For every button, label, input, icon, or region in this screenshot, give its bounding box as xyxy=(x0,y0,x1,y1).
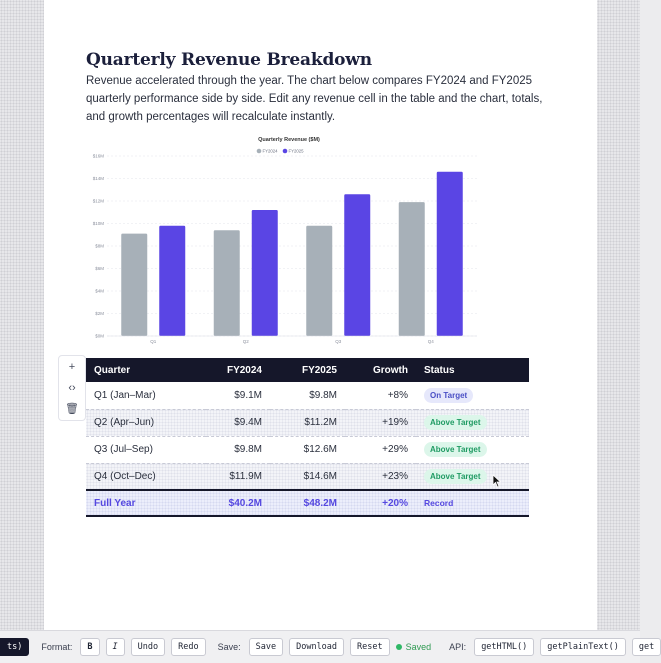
growth-cell: +19% xyxy=(382,417,408,428)
fy2025-cell[interactable]: $11.2M xyxy=(304,417,337,428)
saved-status-text: Saved xyxy=(405,642,432,652)
redo-button[interactable]: Redo xyxy=(171,638,205,656)
document-heading[interactable]: Quarterly Revenue Breakdown xyxy=(86,50,372,70)
x-tick-label: Q3 xyxy=(335,339,342,344)
y-tick-label: $0M xyxy=(95,333,104,339)
total-fy2024: $40.2M xyxy=(228,497,262,509)
fy2025-cell[interactable]: $12.6M xyxy=(303,444,337,455)
table-row xyxy=(86,436,529,463)
status-badge: Above Target xyxy=(424,442,487,457)
undo-button[interactable]: Undo xyxy=(131,638,165,656)
growth-cell: +23% xyxy=(382,470,408,482)
table-row xyxy=(86,382,529,409)
table-total-row xyxy=(86,490,529,516)
x-tick-label: Q2 xyxy=(242,339,249,344)
saved-status xyxy=(396,642,432,652)
reset-button[interactable]: Reset xyxy=(350,638,390,656)
add-block-icon[interactable]: + xyxy=(68,360,76,373)
chart-title: Quarterly Revenue ($M) xyxy=(258,137,320,143)
y-tick-label: $10M xyxy=(92,221,104,226)
quarter-cell[interactable]: Q4 (Oct–Dec) xyxy=(94,470,156,482)
bar-fy2025-q4 xyxy=(437,172,463,336)
total-label: Full Year xyxy=(94,497,136,509)
x-tick-label: Q4 xyxy=(427,339,434,344)
growth-cell: +29% xyxy=(382,444,408,455)
header-fy2025: FY2025 xyxy=(301,364,337,376)
bottom-toolbar xyxy=(0,630,655,663)
y-tick-label: $12M xyxy=(92,198,104,204)
status-badge: On Target xyxy=(424,388,473,403)
document-page xyxy=(44,0,597,630)
get-more-button[interactable]: get xyxy=(632,638,661,656)
total-status: Record xyxy=(424,498,454,508)
table-row xyxy=(86,409,529,436)
revenue-chart xyxy=(79,130,489,350)
fy2024-cell[interactable]: $9.4M xyxy=(234,417,262,428)
header-quarter: Quarter xyxy=(94,364,131,376)
bar-fy2025-q2 xyxy=(252,210,278,336)
y-tick-label: $16M xyxy=(92,153,104,159)
save-label: Save: xyxy=(217,642,241,652)
table-header-row xyxy=(86,358,529,382)
fy2025-cell[interactable]: $14.6M xyxy=(303,470,337,482)
italic-button[interactable]: I xyxy=(106,638,125,656)
header-status: Status xyxy=(424,364,455,376)
fy2024-cell[interactable]: $11.9M xyxy=(229,470,262,482)
growth-cell: +8% xyxy=(387,389,408,401)
saved-dot-icon xyxy=(396,644,402,650)
delete-block-icon[interactable]: 🗑 xyxy=(65,403,79,416)
quarter-cell[interactable]: Q3 (Jul–Sep) xyxy=(94,444,153,455)
left-margin xyxy=(0,0,44,630)
y-tick-label: $2M xyxy=(95,311,104,316)
format-label: Format: xyxy=(41,642,73,652)
quarter-cell[interactable]: Q2 (Apr–Jun) xyxy=(94,417,155,428)
mouse-pointer-icon xyxy=(492,474,502,488)
revenue-table xyxy=(86,358,529,517)
y-tick-label: $4M xyxy=(95,288,104,294)
revenue-chart-svg xyxy=(79,130,489,350)
save-button[interactable]: Save xyxy=(249,638,283,656)
y-tick-label: $14M xyxy=(92,176,104,181)
block-toolbar xyxy=(58,355,86,421)
code-view-icon[interactable]: ‹› xyxy=(68,381,76,394)
truncated-button[interactable]: ts) xyxy=(0,638,29,656)
legend-swatch xyxy=(283,149,288,154)
y-tick-label: $6M xyxy=(95,266,104,271)
bar-fy2024-q2 xyxy=(214,230,240,336)
right-margin xyxy=(597,0,640,630)
download-button[interactable]: Download xyxy=(289,638,344,656)
legend-swatch xyxy=(257,149,262,154)
bar-fy2025-q3 xyxy=(344,194,370,336)
fy2024-cell[interactable]: $9.1M xyxy=(234,389,262,401)
fy2025-cell[interactable]: $9.8M xyxy=(309,389,337,401)
bar-fy2025-q1 xyxy=(159,226,185,336)
status-badge: Above Target xyxy=(424,469,487,484)
get-plain-text-button[interactable]: getPlainText() xyxy=(540,638,626,656)
bar-fy2024-q4 xyxy=(399,202,425,336)
legend-label: FY2024 xyxy=(262,148,278,154)
status-badge: Above Target xyxy=(424,415,487,430)
total-fy2025: $48.2M xyxy=(303,497,337,509)
quarter-cell[interactable]: Q1 (Jan–Mar) xyxy=(94,389,156,401)
bold-button[interactable]: B xyxy=(80,638,99,656)
header-growth: Growth xyxy=(373,364,408,376)
x-tick-label: Q1 xyxy=(150,339,157,344)
table-row xyxy=(86,463,529,490)
y-tick-label: $8M xyxy=(95,243,104,249)
bar-fy2024-q3 xyxy=(306,226,332,336)
header-fy2024: FY2024 xyxy=(226,364,262,376)
api-label: API: xyxy=(449,642,467,652)
fy2024-cell[interactable]: $9.8M xyxy=(234,444,262,455)
document-paragraph[interactable]: Revenue accelerated through the year. The chart below compares FY2024 and FY2025 quarterly performance side by side. Edit any revenue cell in the table and the chart, totals, and growth percentages will recalculate instantly. xyxy=(86,75,543,123)
legend-label: FY2025 xyxy=(288,148,304,154)
bar-fy2024-q1 xyxy=(121,234,147,336)
total-growth: +20% xyxy=(382,497,408,509)
get-html-button[interactable]: getHTML() xyxy=(474,638,534,656)
